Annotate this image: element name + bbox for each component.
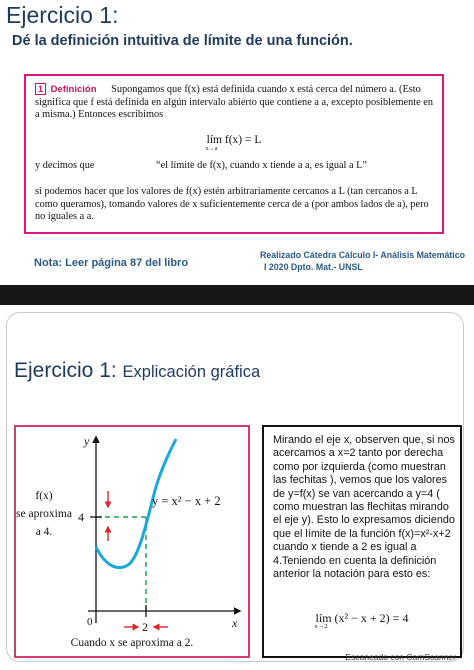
x-axis-label: x — [232, 616, 238, 630]
limit-subscript-2: x→2 — [314, 623, 328, 630]
definition-quote: “el límite de f(x), cuando x tiende a a, es igual a L” — [156, 160, 367, 171]
definition-label: Definición — [50, 84, 97, 95]
slide1-subtitle: Dé la definición intuitiva de límite de una función. — [12, 33, 353, 49]
slide2-title-main: Ejercicio 1: — [14, 359, 123, 382]
left-label-line-3: a 4. — [35, 526, 53, 538]
slide2-title — [14, 359, 260, 383]
definition-says: y decimos que — [35, 160, 95, 171]
left-label-line-2: se aproxima — [16, 508, 72, 520]
limit-operator-2: lím x→2 — [314, 611, 332, 630]
graph-caption: Cuando x se aproxima a 2. — [70, 637, 194, 649]
credit-line-2: I 2020 Dpto. Mat.- UNSL — [264, 262, 363, 272]
slide-graphic-explanation — [0, 305, 474, 670]
explanation-box — [262, 425, 462, 658]
slide-separator — [0, 285, 474, 305]
limit-graph — [16, 427, 248, 656]
definition-paragraph — [35, 83, 435, 122]
limit-expression-2: (x² − x + 2) = 4 — [334, 611, 409, 625]
explanation-formula — [264, 611, 460, 630]
slide-definition — [0, 0, 474, 285]
definition-formula — [26, 134, 442, 152]
y-axis-label: y — [84, 434, 90, 448]
graph-box — [14, 425, 250, 658]
limit-subscript: x→a — [205, 146, 218, 152]
limit-operator: lím x→a — [205, 134, 222, 152]
explanation-text: Mirando el eje x, observen que, si nos acercamos a x=2 tanto por derecha como por izquierda (como muestran las fechitas ), vemos que los valores de y=f(x) se van acercando a y=4 ( como muestran las flechitas mirando el eje y). Esto lo expresamos diciendo que el límite de la función f(x)=x²-x+2 cuando x tiende a 2 es igual a 4.Teniendo en cuenta la definición anterior la notación para esto es: — [273, 434, 455, 581]
credit-text — [260, 249, 470, 273]
definition-box — [24, 74, 444, 234]
left-label-line-1: f(x) — [35, 490, 53, 502]
credit-line-1: Realizado Cátedra Cálculo I- Análisis Matemático — [260, 250, 465, 260]
limit-expression: f(x) = L — [224, 134, 262, 146]
origin-label: 0 — [87, 616, 93, 628]
slide1-title: Ejercicio 1: — [6, 2, 119, 28]
definition-number-badge: 1 — [35, 83, 46, 95]
slide2-title-end: Explicación gráfica — [122, 363, 261, 381]
x-value-label: 2 — [142, 620, 148, 634]
definition-condition: si podemos hacer que los valores de f(x) estén arbitrariamente cercanos a L (tan cercanos a L como queramos), tomando valores de x suficientemente cerca de a (por ambos lados de a), pero no iguales a a. — [35, 186, 429, 222]
reading-note: Nota: Leer página 87 del libro — [34, 257, 189, 269]
camscanner-watermark: Escaneado con CamScanner — [345, 652, 456, 662]
curve-equation-label: y = x² − x + 2 — [152, 494, 221, 508]
y-value-label: 4 — [78, 510, 84, 524]
definition-text: Supongamos que f(x) está definida cuando x está cerca del número a. (Esto significa que f está definida en algún intervalo abierto que contiene a a, excepto posiblemente en a misma.) Entonces escribimos — [35, 84, 433, 120]
